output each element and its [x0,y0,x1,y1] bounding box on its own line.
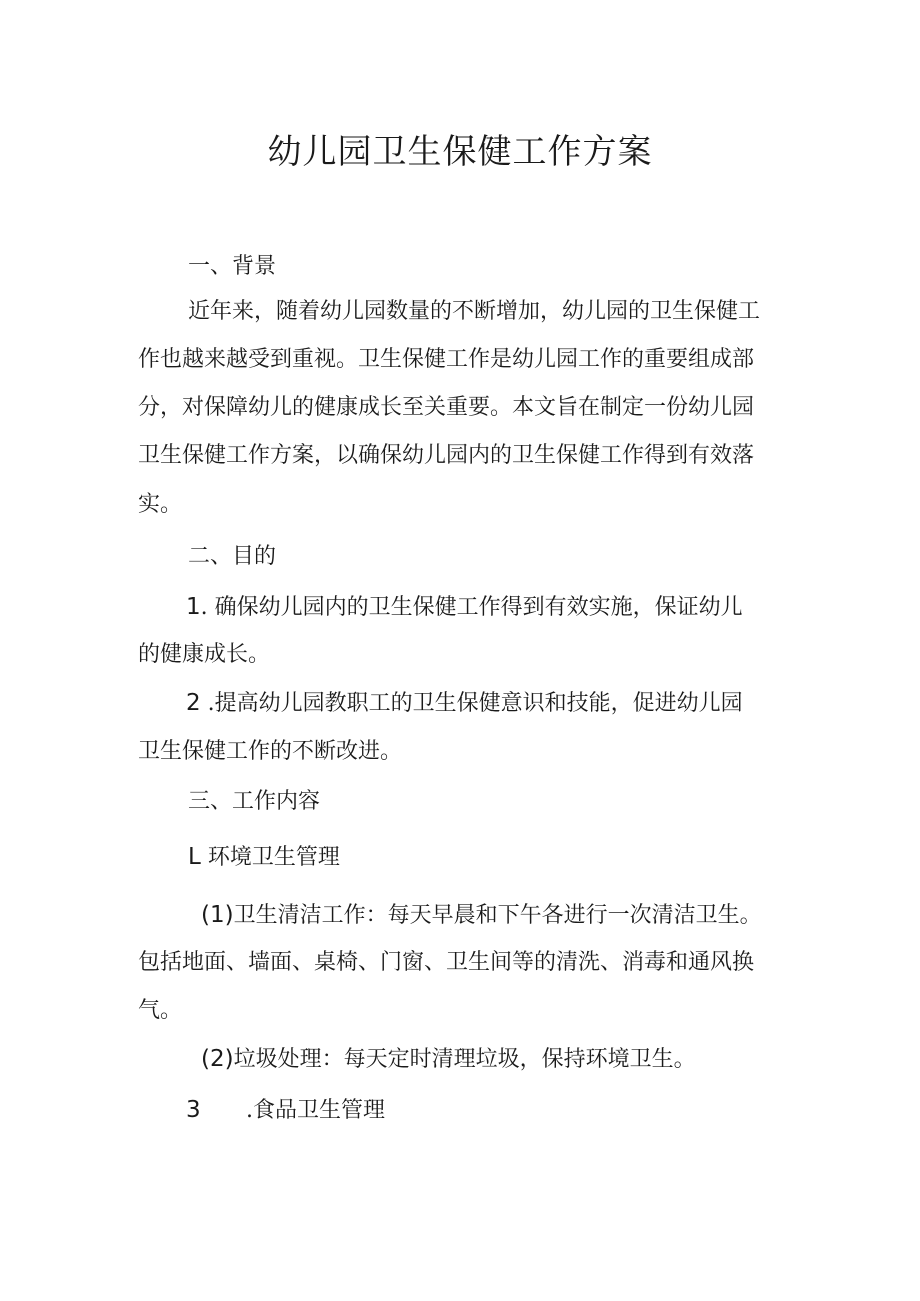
section-heading-background: 一、背景 [188,254,277,279]
paragraph-line: 作也越来越受到重视。卫生保健工作是幼儿园工作的重要组成部 [138,347,755,372]
list-text: .提高幼儿园教职工的卫生保健意识和技能，促进幼儿园 [200,691,743,716]
section-heading-purpose: 二、目的 [188,544,277,569]
list-text: 环境卫生管理 [200,845,340,870]
list-text: 垃圾处理：每天定时清理垃圾，保持环境卫生。 [233,1047,696,1072]
list-number: L [188,844,201,870]
paragraph-line: 气。 [138,998,183,1023]
list-text: .食品卫生管理 [246,1098,385,1123]
subheading-environment [188,842,340,873]
paragraph-line: 包括地面、墙面、桌椅、门窗、卫生间等的清洗、消毒和通风换 [138,950,755,975]
document-title: 幼儿园卫生保健工作方案 [267,132,653,172]
list-text: . 确保幼儿园内的卫生保健工作得到有效实施，保证幼儿 [200,595,743,620]
paragraph-line: 实。 [138,492,183,517]
list-number: 3 [186,1097,201,1123]
paragraph-line: 卫生保健工作的不断改进。 [138,739,403,764]
list-number: 2 [186,690,201,716]
list-item-garbage [201,1044,696,1075]
list-number: (1) [201,902,234,928]
paragraph-line: 卫生保健工作方案，以确保幼儿园内的卫生保健工作得到有效落 [138,443,755,468]
section-heading-work-content: 三、工作内容 [188,789,321,814]
paragraph-line: 分，对保障幼儿的健康成长至关重要。本文旨在制定一份幼儿园 [138,395,755,420]
paragraph-line: 近年来，随着幼儿园数量的不断增加，幼儿园的卫生保健工 [188,299,761,324]
list-number: 1 [186,594,201,620]
list-item-cleaning [201,900,762,931]
paragraph-line: 的健康成长。 [138,642,271,667]
subheading-food [186,1095,385,1126]
list-item-1 [186,592,743,623]
list-item-2 [186,688,743,719]
list-number: (2) [201,1046,234,1072]
list-text: 卫生清洁工作：每天早晨和下午各进行一次清洁卫生。 [233,903,762,928]
